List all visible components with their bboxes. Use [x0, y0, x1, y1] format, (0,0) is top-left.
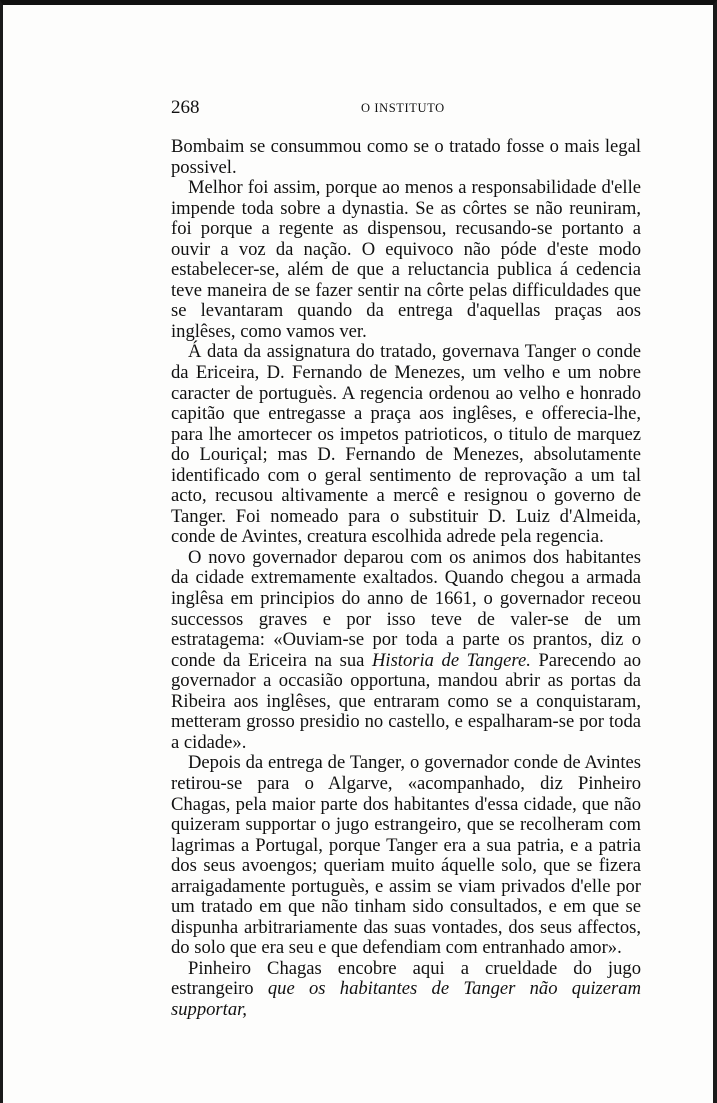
- text-segment: Melhor foi assim, porque ao menos a responsabilidade d'elle impende toda sobre a dynastia. Se as côrtes se não reuniram, foi porque a regente as dispensou, recusando-se portanto a ouvir a voz da nação. O equivoco não póde d'este modo estabelecer-se, além de que a reluctancia publica á cedencia teve maneira de se fazer sentir na côrte pelas difficuldades que se levantaram quando da entrega d'aquellas praças aos inglêses, como vamos ver.: [171, 177, 641, 342]
- running-title: O INSTITUTO: [361, 101, 445, 115]
- paragraph: [171, 178, 641, 342]
- paragraph: [171, 959, 641, 1021]
- paragraph: [171, 753, 641, 958]
- italic-emphasis: que os habitantes de Tanger não quizeram supportar,: [171, 978, 642, 1020]
- text-segment: Parecendo ao governador a occasião opportuna, mandou abrir as portas da Ribeira aos inglêses, que entraram como se a conquistaram, metteram grosso presidio no castello, e espalharam-se por toda a cidade».: [171, 649, 641, 753]
- text-segment: Depois da entrega de Tanger, o governador conde de Avintes retirou-se para o Algarve, «acompanhado, diz Pinheiro Chagas, pela maior parte dos habitantes d'essa cidade, que não quizeram supportar o jugo estrangeiro, que se recolheram com lagrimas a Portugal, porque Tanger era a sua patria, e a patria dos seus avoengos; queriam muito áquelle solo, que se fizera arraigadamente portuguès, e assim se viam privados d'elle por um tratado em que não tinham sido consultados, e em que se dispunha arbitrariamente das suas vontades, dos seus affectos, do solo que era seu e que defendiam com entranhado amor».: [171, 752, 641, 959]
- body-text: [171, 137, 641, 1021]
- page-header: [171, 97, 635, 121]
- paragraph: [171, 137, 641, 178]
- page-number: 268: [171, 97, 200, 118]
- text-segment: Bombaim se consummou como se o tratado fosse o mais legal possivel.: [171, 136, 641, 178]
- paragraph: [171, 342, 641, 547]
- paragraph: [171, 548, 641, 753]
- book-title-italic: Historia de Tangere.: [371, 649, 531, 671]
- text-segment: O novo governador deparou com os animos dos habitantes da cidade extremamente exaltados. Quando chegou a armada inglêsa em principios do anno de 1661, o governador receou successos graves e por isso teve de valer-se de um estratagema: «Ouviam-se por toda a parte os prantos, diz o conde da Ericeira na sua: [171, 546, 641, 671]
- text-segment: Pinheiro Chagas encobre aqui a crueldade do jugo estrangeiro: [171, 957, 641, 1000]
- text-segment: Á data da assignatura do tratado, governava Tanger o conde da Ericeira, D. Fernando de Menezes, um velho e um nobre caracter de portuguès. A regencia ordenou ao velho e honrado capitão que entregasse a praça aos inglêses, e offerecia-lhe, para lhe amortecer os impetos patrioticos, o titulo de marquez do Louriçal; mas D. Fernando de Menezes, absolutamente identificado com o geral sentimento de reprovação a um tal acto, recusou altivamente a mercê e resignou o governo de Tanger. Foi nomeado para o substituir D. Luiz d'Almeida, conde de Avintes, creatura escolhida adrede pela regencia.: [171, 341, 641, 548]
